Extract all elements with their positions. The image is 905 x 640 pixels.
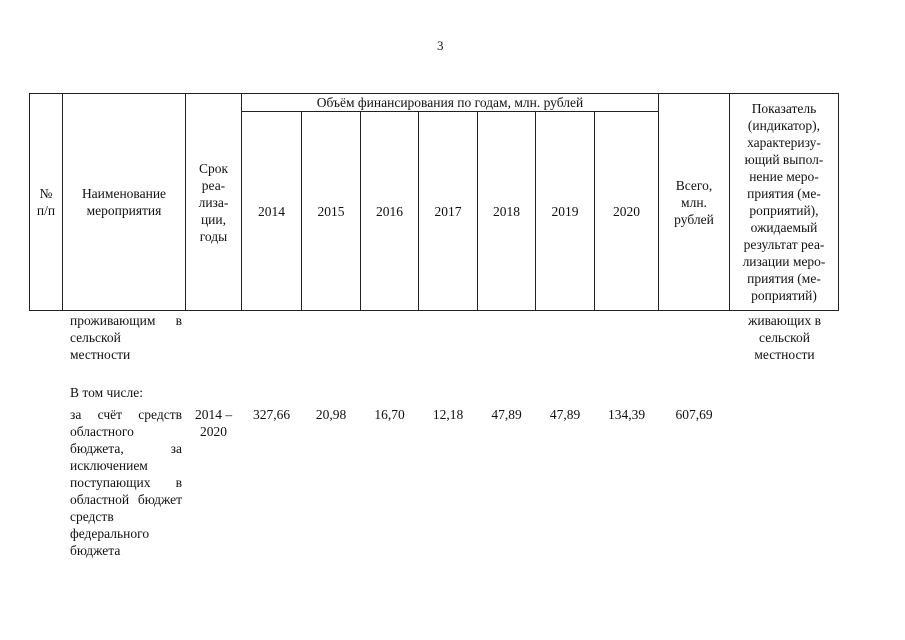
row-total: 607,69 — [675, 407, 713, 422]
row-value-2019: 47,89 — [549, 407, 581, 422]
header-year: 2020 — [613, 203, 640, 219]
header-year: 2017 — [434, 203, 462, 219]
row-value-2014: 327,66 — [252, 407, 291, 422]
row-name: за счёт средств областного бюджета, за исключением поступающих в областной бюджет средств федерального бюджета — [70, 407, 182, 558]
continuation-indicator: живающих в сельской местности — [748, 313, 821, 362]
row-value-2018: 47,89 — [491, 407, 522, 422]
header-year: 2015 — [317, 203, 345, 219]
row-value-2017: 12,18 — [432, 407, 464, 422]
continuation-name: проживающим в сельской местности — [70, 313, 182, 362]
header-year: 2018 — [493, 203, 520, 219]
header-term: Срок реа- лиза- ции, годы — [198, 160, 229, 244]
page-number: 3 — [437, 38, 444, 53]
header-year: 2019 — [551, 203, 579, 219]
row-value-2015: 20,98 — [315, 407, 347, 422]
header-financing-group: Объём финансирования по годам, млн. рублей — [316, 95, 584, 110]
header-year: 2016 — [376, 203, 403, 219]
table-header — [29, 93, 839, 311]
row-value-2016: 16,70 — [374, 407, 405, 422]
header-year: 2014 — [258, 203, 285, 219]
header-indicator: Показатель (индикатор), характеризу- ющий выпол- нение меро- приятия (ме- роприятий), ожидаемый результат реа- лизации меро- приятия (ме- роприятий) — [742, 101, 826, 303]
row-value-2020: 134,39 — [607, 407, 646, 422]
header-name: Наименование мероприятия — [81, 186, 167, 218]
row-term: 2014 – 2020 — [194, 407, 233, 439]
header-num: № п/п — [36, 186, 56, 218]
in-that-number-label: В том числе: — [70, 385, 143, 400]
header-total: Всего, млн. рублей — [674, 177, 714, 227]
